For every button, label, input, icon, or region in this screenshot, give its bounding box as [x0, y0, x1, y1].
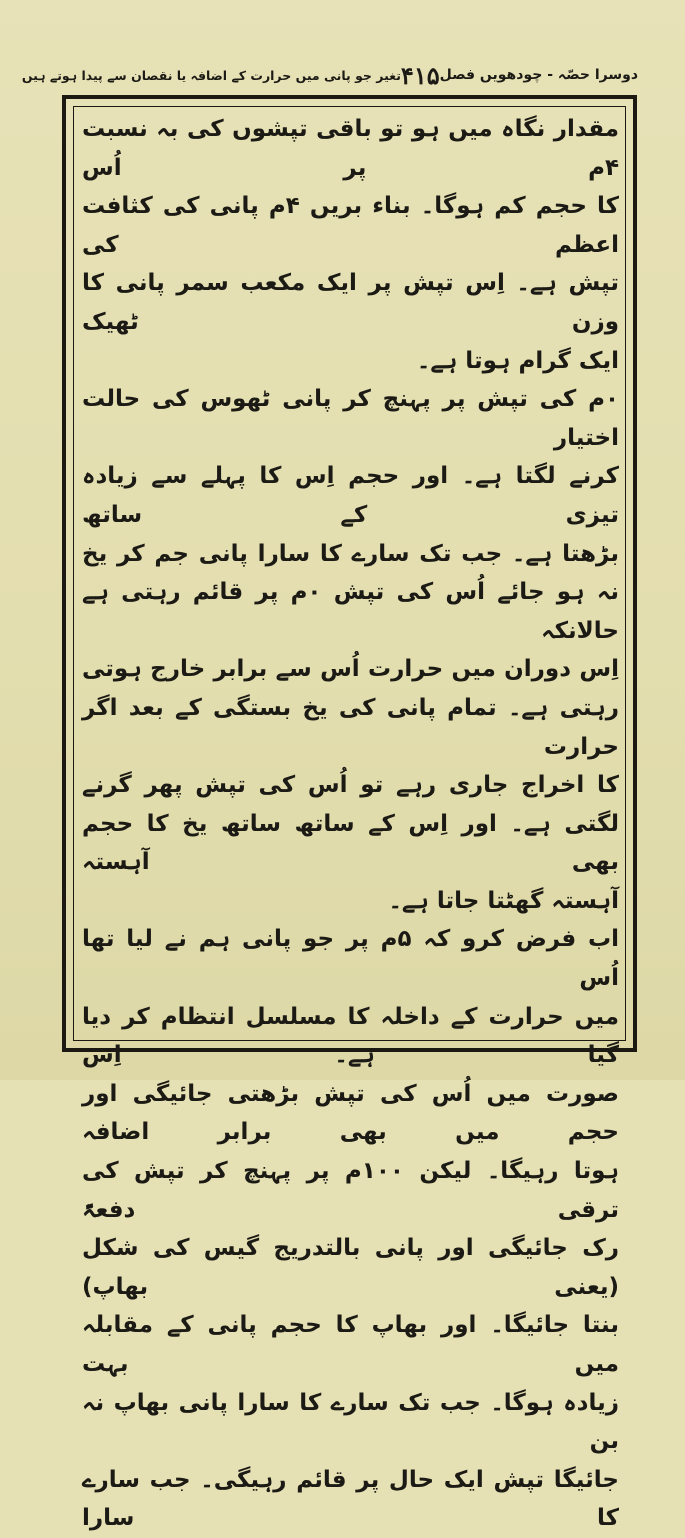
text-line: اب فرض کرو کہ ۵م پر جو پانی ہم نے لیا تھا اُس	[82, 926, 619, 992]
text-line: ایک گرام ہوتا ہے۔	[416, 347, 619, 374]
text-line: نہ ہو جائے اُس کی تپش ۰م پر قائم رہتی ہے حالانکہ	[82, 579, 619, 644]
header-section-title: دوسرا حصّہ - چودھویں فصل	[439, 67, 638, 83]
page-number: ۴۱۵	[400, 60, 440, 90]
text-line: کا حجم کم ہوگا۔ بناء بریں ۴م پانی کی کثافت اعظم کی	[82, 193, 619, 258]
text-line: کرنے لگتا ہے۔ اور حجم اِس کا پہلے سے زیادہ تیزی کے ساتھ	[82, 463, 619, 528]
text-line: زیادہ ہوگا۔ جب تک سارے کا سارا پانی بھاپ نہ بن	[82, 1389, 619, 1455]
text-line: آہستہ گھٹتا جاتا ہے۔	[388, 887, 619, 914]
text-line: اِس دوران میں حرارت اُس سے برابر خارج ہوتی	[82, 656, 619, 683]
header-topic: تغیر جو پانی میں حرارت کے اضافہ یا نقصان سے پیدا ہوتے ہیں	[21, 67, 401, 83]
body-text	[82, 110, 619, 1538]
text-line: بڑھتا ہے۔ جب تک سارے کا سارا پانی جم کر یخ	[82, 540, 619, 567]
text-line: لگتی ہے۔ اور اِس کے ساتھ ساتھ یخ کا حجم بھی آہستہ	[82, 810, 619, 876]
running-header	[21, 58, 638, 92]
text-line: ہوتا رہیگا۔ لیکن ۱۰۰م پر پہنچ کر تپش کی ترقی دفعۃً	[82, 1158, 620, 1223]
text-line: مقدار نگاہ میں ہو تو باقی تپشوں کی بہ نسبت ۴م پر اُس	[82, 116, 619, 181]
text-line: رہتی ہے۔ تمام پانی کی یخ بستگی کے بعد اگر حرارت	[82, 694, 619, 760]
text-line: ۰م کی تپش پر پہنچ کر پانی ٹھوس کی حالت اختیار	[82, 386, 619, 451]
text-line: صورت میں اُس کی تپش بڑھتی جائیگی اور حجم میں بھی برابر اضافہ	[82, 1080, 619, 1146]
text-line: رک جائیگی اور پانی بالتدریج گیس کی شکل (یعنی بھاپ)	[82, 1235, 619, 1300]
text-line: میں حرارت کے داخلہ کا مسلسل انتظام کر دیا گیا ہے۔ اِس	[82, 1003, 619, 1069]
text-line: تپش ہے۔ اِس تپش پر ایک مکعب سمر پانی کا وزن ٹھیک	[82, 270, 619, 335]
text-line: بنتا جائیگا۔ اور بھاپ کا حجم پانی کے مقابلہ میں بہت	[82, 1312, 619, 1377]
text-line: جائیگا تپش ایک حال پر قائم رہیگی۔ جب سارے کا سارا	[82, 1466, 619, 1532]
text-line: کا اخراج جاری رہے تو اُس کی تپش پھر گرنے	[82, 772, 619, 799]
